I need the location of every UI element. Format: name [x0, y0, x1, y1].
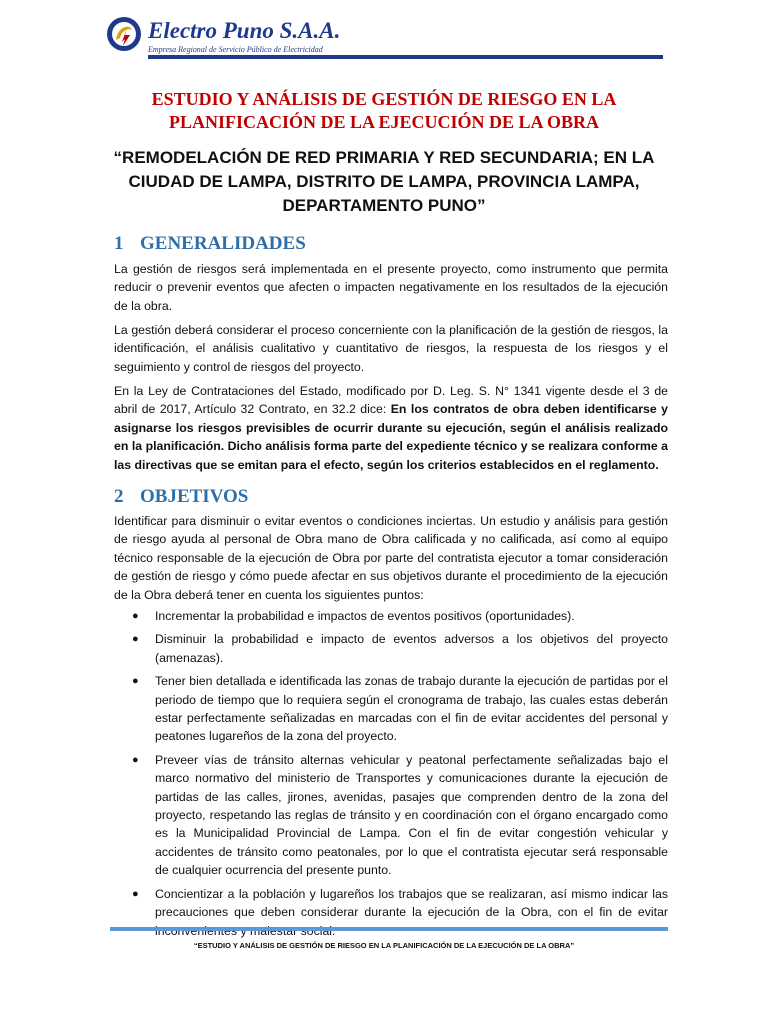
section-number: 1 — [114, 233, 124, 254]
list-item — [114, 751, 668, 880]
section-heading-generalidades — [114, 233, 306, 255]
list-item — [114, 607, 668, 625]
list-item — [114, 672, 668, 746]
document-subtitle: “REMODELACIÓN DE RED PRIMARIA Y RED SECUNDARIA; EN LA CIUDAD DE LAMPA, DISTRITO DE LAMPA, PROVINCIA LAMPA, DEPARTAMENTO PUNO” — [113, 148, 655, 215]
bullet-icon: ● — [132, 610, 139, 622]
header-divider — [148, 55, 663, 59]
list-item-text: Disminuir la probabilidad e impacto de eventos adversos a los objetivos del proyecto (amenazas). — [155, 632, 668, 665]
law-reference-text: En la Ley de Contrataciones del Estado, modificado por D. Leg. S. N° 1341 vigente desde el 3 de abril de 2017, Artículo 32 Contrato, en 32.2 dice: — [114, 384, 668, 417]
law-quote-text: En los contratos de obra deben identificarse y asignarse los riesgos previsibles de ocurrir durante su ejecución, según el análisis realizado en la planificación. Dicho análisis forma parte del expediente técnico y se realizara conforme a las directivas que se emitan para el efecto, según los criterios establecidos en el reglamento. — [114, 402, 668, 472]
bullet-icon: ● — [132, 675, 139, 688]
section-title: GENERALIDADES — [140, 233, 306, 254]
footer-divider — [110, 927, 668, 931]
page-footer: “ESTUDIO Y ANÁLISIS DE GESTIÓN DE RIESGO EN LA PLANIFICACIÓN DE LA EJECUCIÓN DE LA OBRA” — [193, 941, 575, 950]
page-header — [106, 16, 666, 60]
company-name: Electro Puno S.A.A. — [148, 18, 341, 43]
section-heading-objetivos — [114, 486, 248, 508]
section-number: 2 — [114, 486, 124, 507]
paragraph: La gestión deberá considerar el proceso concerniente con la planificación de la gestión de riesgos, la identificación, el análisis cualitativo y cuantitativo de riesgos, la respuesta de los riesgos y el seguimiento y control de riesgos del proyecto. — [114, 323, 668, 374]
bullet-icon: ● — [132, 633, 139, 646]
electro-puno-logo-icon — [106, 16, 142, 52]
document-title: ESTUDIO Y ANÁLISIS DE GESTIÓN DE RIESGO EN LA PLANIFICACIÓN DE LA EJECUCIÓN DE LA OBRA — [151, 89, 617, 132]
paragraph: La gestión de riesgos será implementada en el presente proyecto, como instrumento que permita reducir o prevenir eventos que afecten o impacten negativamente en los resultados de la ejecución de la obra. — [114, 262, 668, 313]
list-item — [114, 630, 668, 667]
bullet-icon: ● — [132, 887, 139, 900]
law-paragraph — [114, 382, 668, 474]
list-item-text: Preveer vías de tránsito alternas vehicular y peatonal perfectamente señalizadas bajo el marco normativo del ministerio de Transportes y comunicaciones durante la ejecución de partidas de las calles, jirones, avenidas, pasajes que comprenden dentro de la zona del proyecto, respetando las reglas de tránsito y en coordinación con el órgano encargado como es la Municipalidad Provincial de Lampa. Con el fin de evitar congestión vehicular y accidentes de tránsito como peatonales, por lo que el contratista ejecutar será responsable de cualquier ocurrencia del presente punto. — [155, 752, 668, 878]
list-item-text: Tener bien detallada e identificada las zonas de trabajo durante la ejecución de partidas por el periodo de tiempo que lo requiera según el cronograma de trabajo, las cuales estas deberán estar perfectamente señalizadas en marcadas con el fin de evitar accidentes del personal y peatones lugareños de la zona del proyecto. — [155, 674, 668, 744]
list-item-text: Incrementar la probabilidad e impactos de eventos positivos (oportunidades). — [155, 609, 575, 623]
bullet-icon: ● — [132, 753, 139, 766]
section-title: OBJETIVOS — [140, 486, 249, 507]
objectives-intro: Identificar para disminuir o evitar eventos o condiciones inciertas. Un estudio y análisis para gestión de riesgo ayuda al personal de Obra mano de Obra calificada y no calificada, así como al equipo técnico responsable de la ejecución de Obra por parte del contratista ejecutor a tomar consideración de gestión de riesgo y cómo puede afectar en sus objetivos durante el procedimiento de la ejecución de la Obra deberá tener en cuenta los siguientes puntos: — [114, 514, 668, 602]
company-tagline: Empresa Regional de Servicio Público de Electricidad — [148, 45, 323, 54]
objectives-list — [114, 607, 668, 945]
list-item — [114, 885, 668, 940]
list-item-text: Concientizar a la población y lugareños los trabajos que se realizaran, así mismo indicar las precauciones que deben considerar durante la ejecución de la Obra, con el fin de evitar — [155, 886, 668, 920]
